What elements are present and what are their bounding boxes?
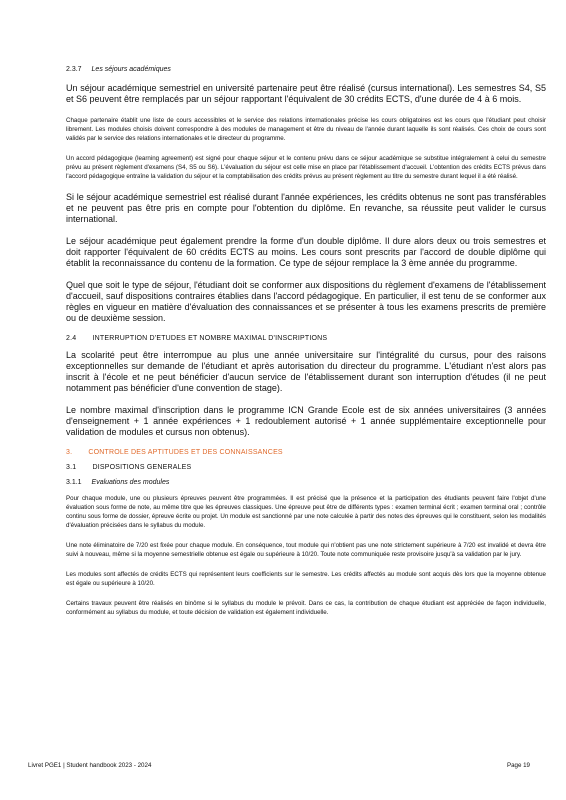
- paragraph: Certains travaux peuvent être réalisés en binôme si le syllabus du module le prévoit. Dans ce cas, la contribution de chaque étudiant est appréciée de façon individuelle, conformément au syllabus du module, et toute décision de validation est également individuelle.: [66, 600, 546, 616]
- paragraph: Les modules sont affectés de crédits ECTS qui représentent leurs coefficients sur le semestre. Les crédits affectés au module sont acquis dès lors que la moyenne obtenue est égale ou supérieure à 10/20.: [66, 571, 546, 587]
- section-heading-3: [66, 449, 546, 456]
- page-content: [66, 66, 546, 628]
- paragraph: Pour chaque module, une ou plusieurs épreuves peuvent être programmées. Il est précisé que la présence et la participation des étudiants peuvent faire l'objet d'une évaluation sous forme de note, au même titre que les épreuves classiques. Une épreuve peut être de différents types : examen terminal écrit ; examen terminal oral ; contrôle continu sous forme de dossier, épreuve écrite ou projet. Un module est sanctionné par une note calculée à partir des notes des épreuves qui le constituent, selon les modalités d'évaluation précisées dans le syllabus du module.: [66, 495, 546, 529]
- paragraph: Une note éliminatoire de 7/20 est fixée pour chaque module. En conséquence, tout module qui n'obtient pas une note strictement supérieure à 7/20 est invalidé et devra être suivi à nouveau, même si la moyenne semestrielle obtenue est égale ou supérieure à 10/20. Toute note communiquée reste provisoire jusqu'à sa validation par le jury.: [66, 542, 546, 558]
- section-title: Evaluations des modules: [91, 479, 170, 486]
- section-number: 2.4: [66, 335, 77, 342]
- section-heading-3-1: [66, 464, 546, 471]
- section-heading-3-1-1: [66, 479, 546, 486]
- section-number: 3.1: [66, 464, 77, 471]
- section-title: Les séjours académiques: [91, 66, 171, 73]
- paragraph: Le séjour académique peut également prendre la forme d'un double diplôme. Il dure alors deux ou trois semestres et doit rapporter l'équivalent de 60 crédits ECTS au moins. Les cours sont prescrits par l'accord de double diplôme qui établit la reconnaissance du contenu de la formation. Ce type de séjour remplace la 3 ème année du programme.: [66, 236, 546, 268]
- section-heading-2-3-7: [66, 66, 546, 73]
- section-title: INTERRUPTION D'ETUDES ET NOMBRE MAXIMAL D'INSCRIPTIONS: [92, 335, 328, 342]
- paragraph: La scolarité peut être interrompue au plus une année universitaire sur l'intégralité du cursus, pour des raisons exceptionnelles sur demande de l'étudiant et après autorisation du directeur du programme. L'étudiant n'est alors pas inscrit à l'école et ne peut bénéficier d'aucun service de l'établissement durant son interruption d'études (il ne peut notamment pas bénéficier d'une convention de stage).: [66, 350, 546, 393]
- paragraph: Quel que soit le type de séjour, l'étudiant doit se conformer aux dispositions du règlement d'examens de l'établissement d'accueil, sauf dispositions contraires établies dans l'accord pédagogique. En particulier, il est tenu de se conformer aux règles en vigueur en matière d'évaluation des connaissances et se présenter à tous les examens prescrits de première ou de deuxième session.: [66, 280, 546, 323]
- paragraph: Un séjour académique semestriel en université partenaire peut être réalisé (cursus international). Les semestres S4, S5 et S6 peuvent être remplacés par un séjour rapportant l'équivalent de 30 crédits ECTS, d'une durée de 4 à 6 mois.: [66, 83, 546, 104]
- paragraph: Si le séjour académique semestriel est réalisé durant l'année expériences, les crédits obtenus ne sont pas transférables et ne peuvent pas être pris en compte pour l'obtention du diplôme. En revanche, sa réussite peut valider le cursus international.: [66, 192, 546, 224]
- section-number: 3.: [66, 449, 73, 456]
- section-number: 3.1.1: [66, 479, 82, 486]
- paragraph: Le nombre maximal d'inscription dans le programme ICN Grande Ecole est de six années universitaires (3 années d'enseignement + 1 année expériences + 1 redoublement autorisé + 1 année supplémentaire exceptionnelle pour validation de modules et cursus non obtenus).: [66, 405, 546, 437]
- paragraph: Chaque partenaire établit une liste de cours accessibles et le service des relations internationales précise les cours obligatoires est les cours que l'étudiant peut choisir librement. Les modules choisis doivent correspondre à des modules de management et être du niveau de l'année durant laquelle ils sont réalisés. Ces choix de cours sont validés par le service des relations internationales et le directeur du programme.: [66, 117, 546, 142]
- paragraph: Un accord pédagogique (learning agreement) est signé pour chaque séjour et le contenu prévu dans ce séjour académique se substitue intégralement à celui du semestre prévu au présent règlement d'examens (S4, S5 ou S6). L'évaluation du séjour est celle mise en place par l'établissement d'accueil. L'obtention des crédits ECTS prévus dans l'accord pédagogique entraîne la validation du séjour et la comptabilisation des crédits prévus au présent règlement au titre du semestre durant lequel il a été réalisé.: [66, 155, 546, 180]
- section-heading-2-4: [66, 335, 546, 342]
- section-title: CONTROLE DES APTITUDES ET DES CONNAISSANCES: [88, 449, 283, 456]
- section-title: DISPOSITIONS GENERALES: [92, 464, 192, 471]
- section-number: 2.3.7: [66, 66, 82, 73]
- page-number: Page 19: [506, 762, 530, 769]
- footer-left: Livret PGE1 | Student handbook 2023 - 2024: [28, 762, 152, 769]
